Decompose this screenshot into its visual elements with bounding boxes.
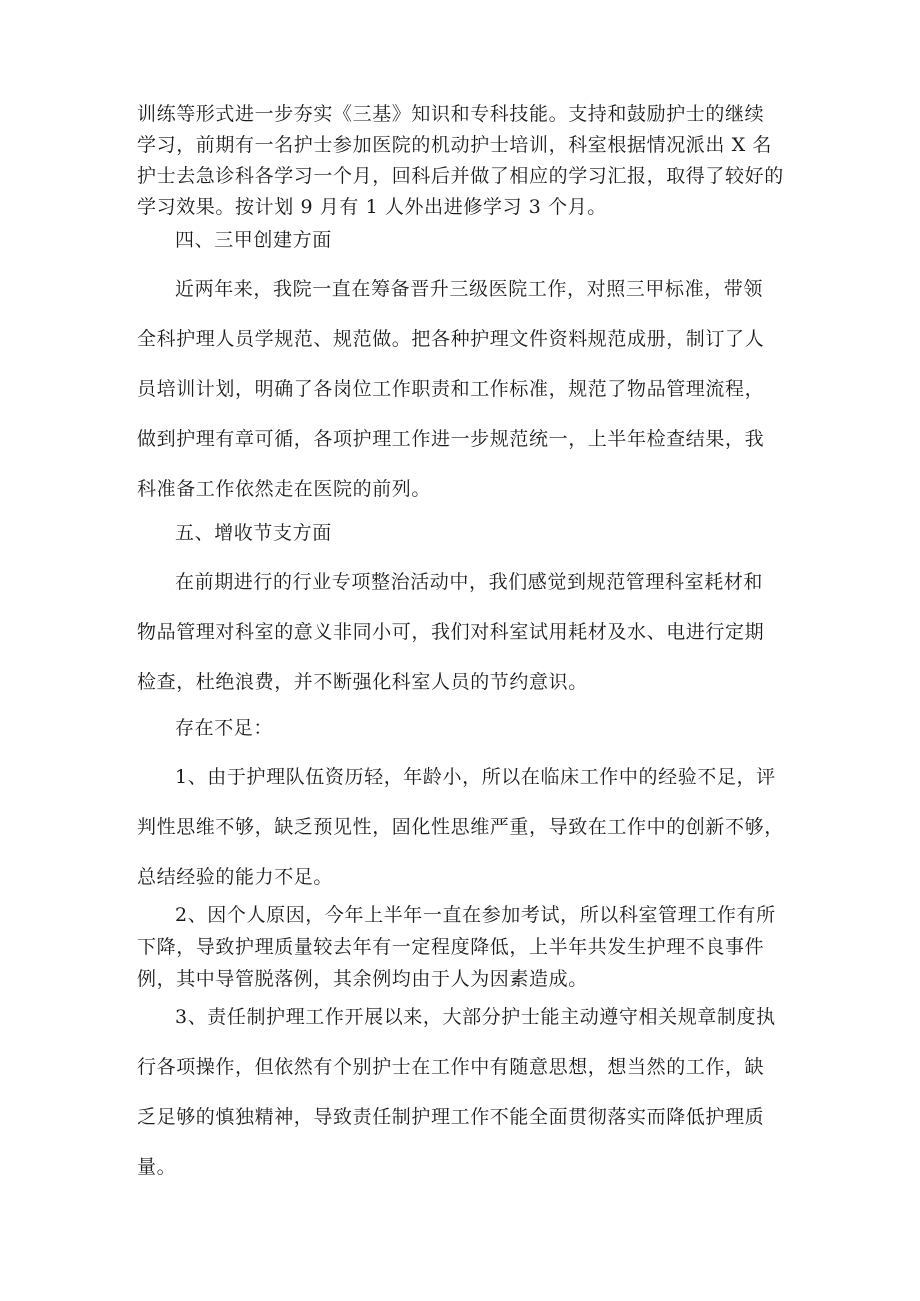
- shortcomings-heading: [137, 703, 797, 753]
- text-line: 乏足够的慎独精神，导致责任制护理工作不能全面贯彻落实而降低护理质: [137, 1106, 765, 1128]
- text-line: 量。: [137, 1156, 177, 1178]
- text-line: 训练等形式进一步夯实《三基》知识和专科技能。支持和鼓励护士的继续: [137, 103, 765, 125]
- text-line: 2、因个人原因，今年上半年一直在参加考试，所以科室管理工作有所: [175, 904, 776, 926]
- text-line: 1、由于护理队伍资历轻，年龄小，所以在临床工作中的经验不足，评: [175, 766, 776, 788]
- text-line: 员培训计划，明确了各岗位工作职责和工作标准，规范了物品管理流程，: [137, 378, 765, 400]
- heading-text: 五、增收节支方面: [175, 522, 332, 544]
- text-line: 总结经验的能力不足。: [137, 866, 334, 888]
- text-line: 例，其中导管脱落例，其余例均由于人为因素造成。: [137, 968, 588, 990]
- text-line: 判性思维不够，缺乏预见性，固化性思维严重，导致在工作中的创新不够，: [137, 816, 784, 838]
- text-line: 在前期进行的行业专项整治活动中，我们感觉到规范管理科室耗材和: [175, 571, 764, 593]
- paragraph-section-4: [137, 264, 797, 514]
- text-line: 近两年来，我院一直在筹备晋升三级医院工作，对照三甲标准，带领: [175, 278, 764, 300]
- paragraph-training-continued: [137, 99, 797, 223]
- section-heading-4: [137, 215, 797, 265]
- text-line: 科准备工作依然走在医院的前列。: [137, 478, 432, 500]
- section-heading-5: [137, 508, 797, 558]
- text-line: 全科护理人员学规范、规范做。把各种护理文件资料规范成册，制订了人: [137, 328, 765, 350]
- paragraph-shortcoming-2: [137, 899, 797, 995]
- text-line: 学习，前期有一名护士参加医院的机动护士培训，科室根据情况派出 X 名: [137, 134, 773, 156]
- heading-text: 四、三甲创建方面: [175, 229, 332, 251]
- text-line: 3、责任制护理工作开展以来，大部分护士能主动遵守相关规章制度执: [175, 1006, 776, 1028]
- text-line: 行各项操作，但依然有个别护士在工作中有随意思想，想当然的工作，缺: [137, 1056, 765, 1078]
- paragraph-shortcoming-1: [137, 752, 797, 902]
- heading-text: 存在不足：: [175, 717, 274, 739]
- text-line: 检查，杜绝浪费，并不断强化科室人员的节约意识。: [137, 671, 588, 693]
- text-line: 做到护理有章可循，各项护理工作进一步规范统一，上半年检查结果，我: [137, 428, 765, 450]
- paragraph-shortcoming-3: [137, 992, 797, 1192]
- text-line: 学习效果。按计划 9 月有 1 人外出进修学习 3 个月。: [137, 196, 607, 218]
- text-line: 物品管理对科室的意义非同小可，我们对科室试用耗材及水、电进行定期: [137, 621, 765, 643]
- text-line: 护士去急诊科各学习一个月，回科后并做了相应的学习汇报，取得了较好的: [137, 165, 784, 187]
- text-line: 下降，导致护理质量较去年有一定程度降低，上半年共发生护理不良事件: [137, 936, 765, 958]
- paragraph-section-5: [137, 557, 797, 707]
